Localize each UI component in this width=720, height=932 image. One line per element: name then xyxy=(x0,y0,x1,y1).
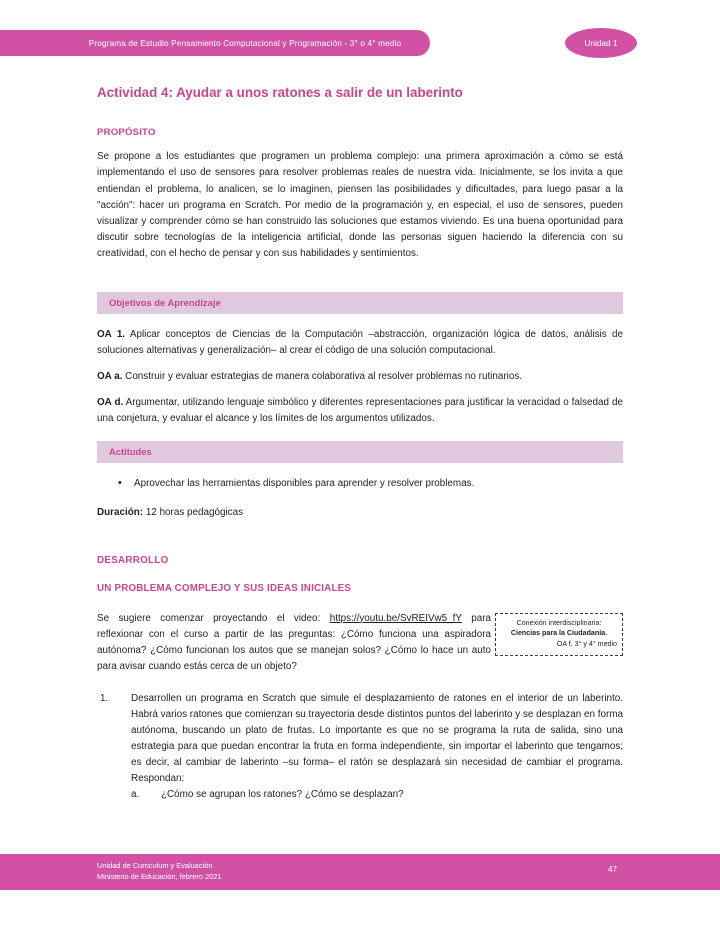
oa-item-tag: OA a. xyxy=(97,370,123,382)
activity-step-item xyxy=(97,691,623,803)
oa-item xyxy=(97,369,623,385)
footer-credits-line-2: Ministerio de Educación, febrero 2021 xyxy=(97,872,222,882)
video-row xyxy=(97,611,623,675)
actitudes-list xyxy=(97,476,623,492)
proposito-paragraph: Se propone a los estudiantes que programen un problema complejo: una primera aproximación a cómo se está implementando el uso de sensores para resolver problemas reales de nuestra vida. Inicialmente, se los invita a que entiendan el problema, lo analicen, se lo imaginen, piensen las posibilidades y dificultades, para luego pasar a la "acción": hacer un programa en Scratch. Por medio de la programación y, en especial, el uso de sensores, pueden visualizar y comprender cómo se han construido las soluciones que estamos viviendo. Es una buena oportunidad para discutir sobre tecnologías de la inteligencia artificial, donde las personas siguen haciendo la diferencia con su creatividad, con el hecho de pensar y con sus habilidades y sentimientos. xyxy=(97,151,623,259)
actitudes-band xyxy=(97,441,623,463)
duration-label: Duración: xyxy=(97,506,144,518)
actitudes-band-label: Actitudes xyxy=(109,446,152,458)
objetivos-list xyxy=(97,327,623,427)
interdisciplinary-connection-box xyxy=(495,613,623,656)
proposito-heading: PROPÓSITO xyxy=(97,127,156,139)
video-link[interactable]: https://youtu.be/SvREIVw5_fY xyxy=(329,612,462,624)
video-rest-text: para reflexionar con el curso a partir de las preguntas: ¿Cómo funciona una aspiradora autónoma? ¿Cómo funcionan los autos que se manejan solos? ¿Cómo lo hace un auto para avisar cuando estás cerca de un objeto? xyxy=(97,612,491,672)
desarrollo-subsection-heading: UN PROBLEMA COMPLEJO Y SUS IDEAS INICIALES xyxy=(97,582,352,594)
footer-page-number: 47 xyxy=(608,865,618,874)
activity-substeps-list xyxy=(131,787,623,803)
actitudes-section xyxy=(97,441,623,521)
activity-substep-text: ¿Cómo se agrupan los ratones? ¿Cómo se desplazan? xyxy=(161,789,404,801)
page-footer xyxy=(0,854,720,890)
activity-substep-marker: a. xyxy=(131,789,140,801)
objetivos-band xyxy=(97,292,623,314)
footer-credits xyxy=(97,860,221,882)
desarrollo-section xyxy=(97,555,623,804)
actitudes-list-item: • Aprovechar las herramientas disponibles para aprender y resolver problemas. xyxy=(97,476,623,492)
page-header xyxy=(0,0,720,72)
desarrollo-heading: DESARROLLO xyxy=(97,554,169,566)
oa-item xyxy=(97,395,623,427)
oa-item-tag: OA 1. xyxy=(97,328,126,340)
objetivos-band-label: Objetivos de Aprendizaje xyxy=(109,297,221,309)
duration-value: 12 horas pedagógicas xyxy=(143,506,244,518)
duration-line xyxy=(97,505,623,521)
oa-item-text: Argumentar, utilizando lenguaje simbólico y diferentes representaciones para justificar la veracidad o falsedad de una conjetura, y evaluar el alcance y los límites de los argumentos utilizados. xyxy=(97,396,623,424)
oa-item-tag: OA d. xyxy=(97,396,124,408)
activity-title: Actividad 4: Ayudar a unos ratones a salir de un laberinto xyxy=(97,85,463,100)
objetivos-section xyxy=(97,292,623,427)
connection-box-line-1: Conexión interdisciplinaria: xyxy=(516,618,602,627)
oa-item xyxy=(97,327,623,359)
header-program-banner-text: Programa de Estudio Pensamiento Computacional y Programación - 3° o 4° medio xyxy=(88,38,402,48)
unit-badge-label: Unidad 1 xyxy=(584,38,618,48)
activity-step-marker: 1. xyxy=(100,692,109,704)
oa-item-text: Construir y evaluar estrategias de manera colaborativa al resolver problemas no rutinarios. xyxy=(122,370,523,382)
connection-box-line-3: OA f, 3° y 4° medio xyxy=(556,639,617,648)
connection-box-line-2: Ciencias para la Ciudadanía. xyxy=(510,629,608,638)
activity-substep-item xyxy=(131,787,623,803)
video-paragraph xyxy=(97,611,491,675)
page-content xyxy=(97,84,623,803)
activity-step-text: Desarrollen un programa en Scratch que simule el desplazamiento de ratones en el interior de un laberinto. Habrá varios ratones que comienzan su trayectoria desde distintos puntos del laberinto y se desplazan en forma autónoma, buscando un plato de frutas. Lo importante es que no se programa la ruta de salida, sino una estrategia para que puedan encontrar la fruta en forma independiente, sin importar el laberinto que tengamos; es decir, al cambiar de laberinto –su forma– el ratón se desplazará sin necesidad de cambiar el programa. Respondan: xyxy=(131,692,623,785)
unit-badge xyxy=(565,28,637,58)
video-intro-text: Se sugiere comenzar proyectando el video: xyxy=(97,612,330,624)
oa-item-text: Aplicar conceptos de Ciencias de la Computación –abstracción, organización lógica de datos, análisis de soluciones alternativas y generalización– al crear el código de una solución computacional. xyxy=(97,328,623,356)
activity-steps-list xyxy=(97,691,623,803)
header-program-banner xyxy=(0,30,430,56)
footer-credits-line-1: Unidad de Curriculum y Evaluación xyxy=(97,861,213,870)
